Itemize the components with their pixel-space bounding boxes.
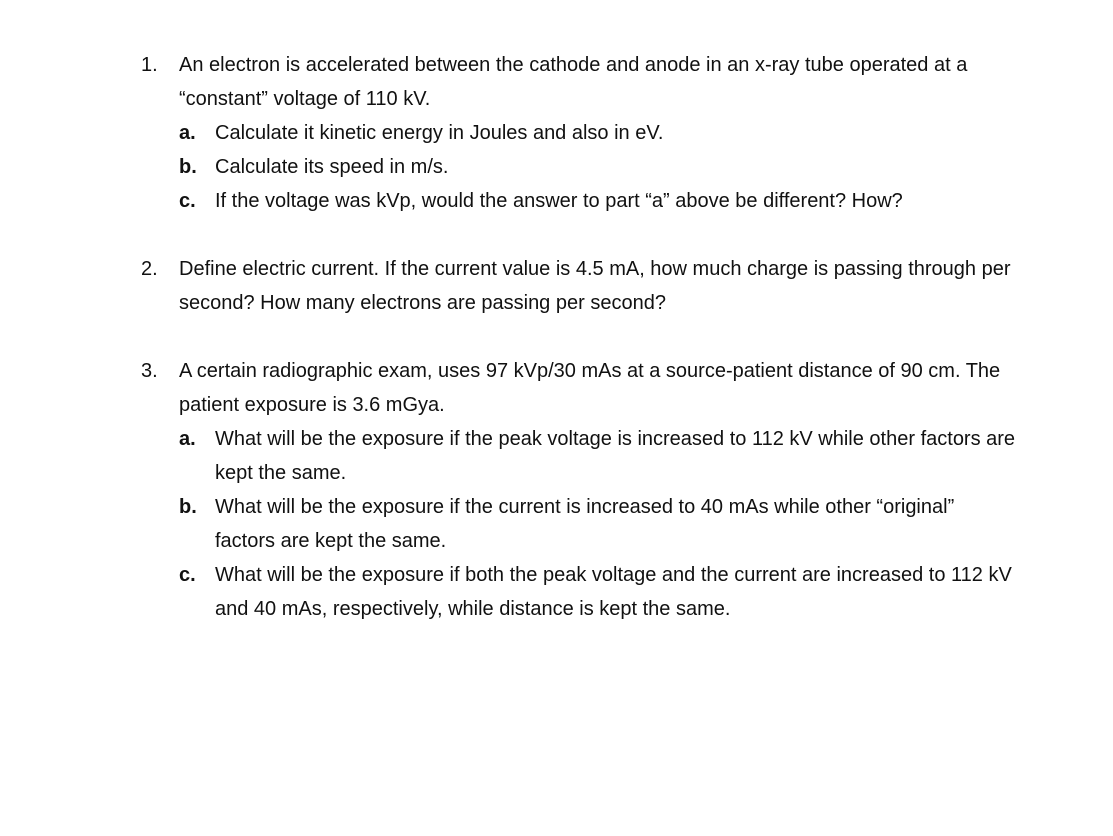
part-label: c. bbox=[179, 564, 196, 586]
question-part bbox=[179, 490, 1019, 558]
question-number: 1. bbox=[141, 54, 158, 76]
part-text: What will be the exposure if the peak voltage is increased to 112 kV while other factors are kept the same. bbox=[215, 428, 1016, 484]
question-part bbox=[179, 116, 1019, 150]
part-label: a. bbox=[179, 122, 196, 144]
question-part bbox=[179, 184, 1019, 218]
question-number: 3. bbox=[141, 360, 158, 382]
part-text: If the voltage was kVp, would the answer to part “a” above be different? How? bbox=[215, 190, 903, 212]
question-part bbox=[179, 558, 1019, 626]
part-label: a. bbox=[179, 428, 196, 450]
part-text: What will be the exposure if the current is increased to 40 mAs while other “original” factors are kept the same. bbox=[215, 496, 955, 552]
part-text: What will be the exposure if both the peak voltage and the current are increased to 112 kV and 40 mAs, respectively, while distance is kept the same. bbox=[215, 564, 1012, 620]
question-1 bbox=[141, 48, 1019, 218]
question-text: Define electric current. If the current value is 4.5 mA, how much charge is passing through per second? How many electrons are passing per second? bbox=[179, 258, 1011, 314]
part-text: Calculate it kinetic energy in Joules and also in eV. bbox=[215, 122, 664, 144]
question-parts bbox=[179, 422, 1019, 626]
question-part bbox=[179, 422, 1019, 490]
part-label: c. bbox=[179, 190, 196, 212]
question-text: An electron is accelerated between the cathode and anode in an x-ray tube operated at a “constant” voltage of 110 kV. bbox=[179, 54, 968, 110]
question-3 bbox=[141, 354, 1019, 626]
part-label: b. bbox=[179, 496, 197, 518]
question-part bbox=[179, 150, 1019, 184]
question-text: A certain radiographic exam, uses 97 kVp/30 mAs at a source-patient distance of 90 cm. The patient exposure is 3.6 mGya. bbox=[179, 360, 1001, 416]
question-2 bbox=[141, 252, 1019, 320]
question-parts bbox=[179, 116, 1019, 218]
part-label: b. bbox=[179, 156, 197, 178]
part-text: Calculate its speed in m/s. bbox=[215, 156, 449, 178]
question-number: 2. bbox=[141, 258, 158, 280]
